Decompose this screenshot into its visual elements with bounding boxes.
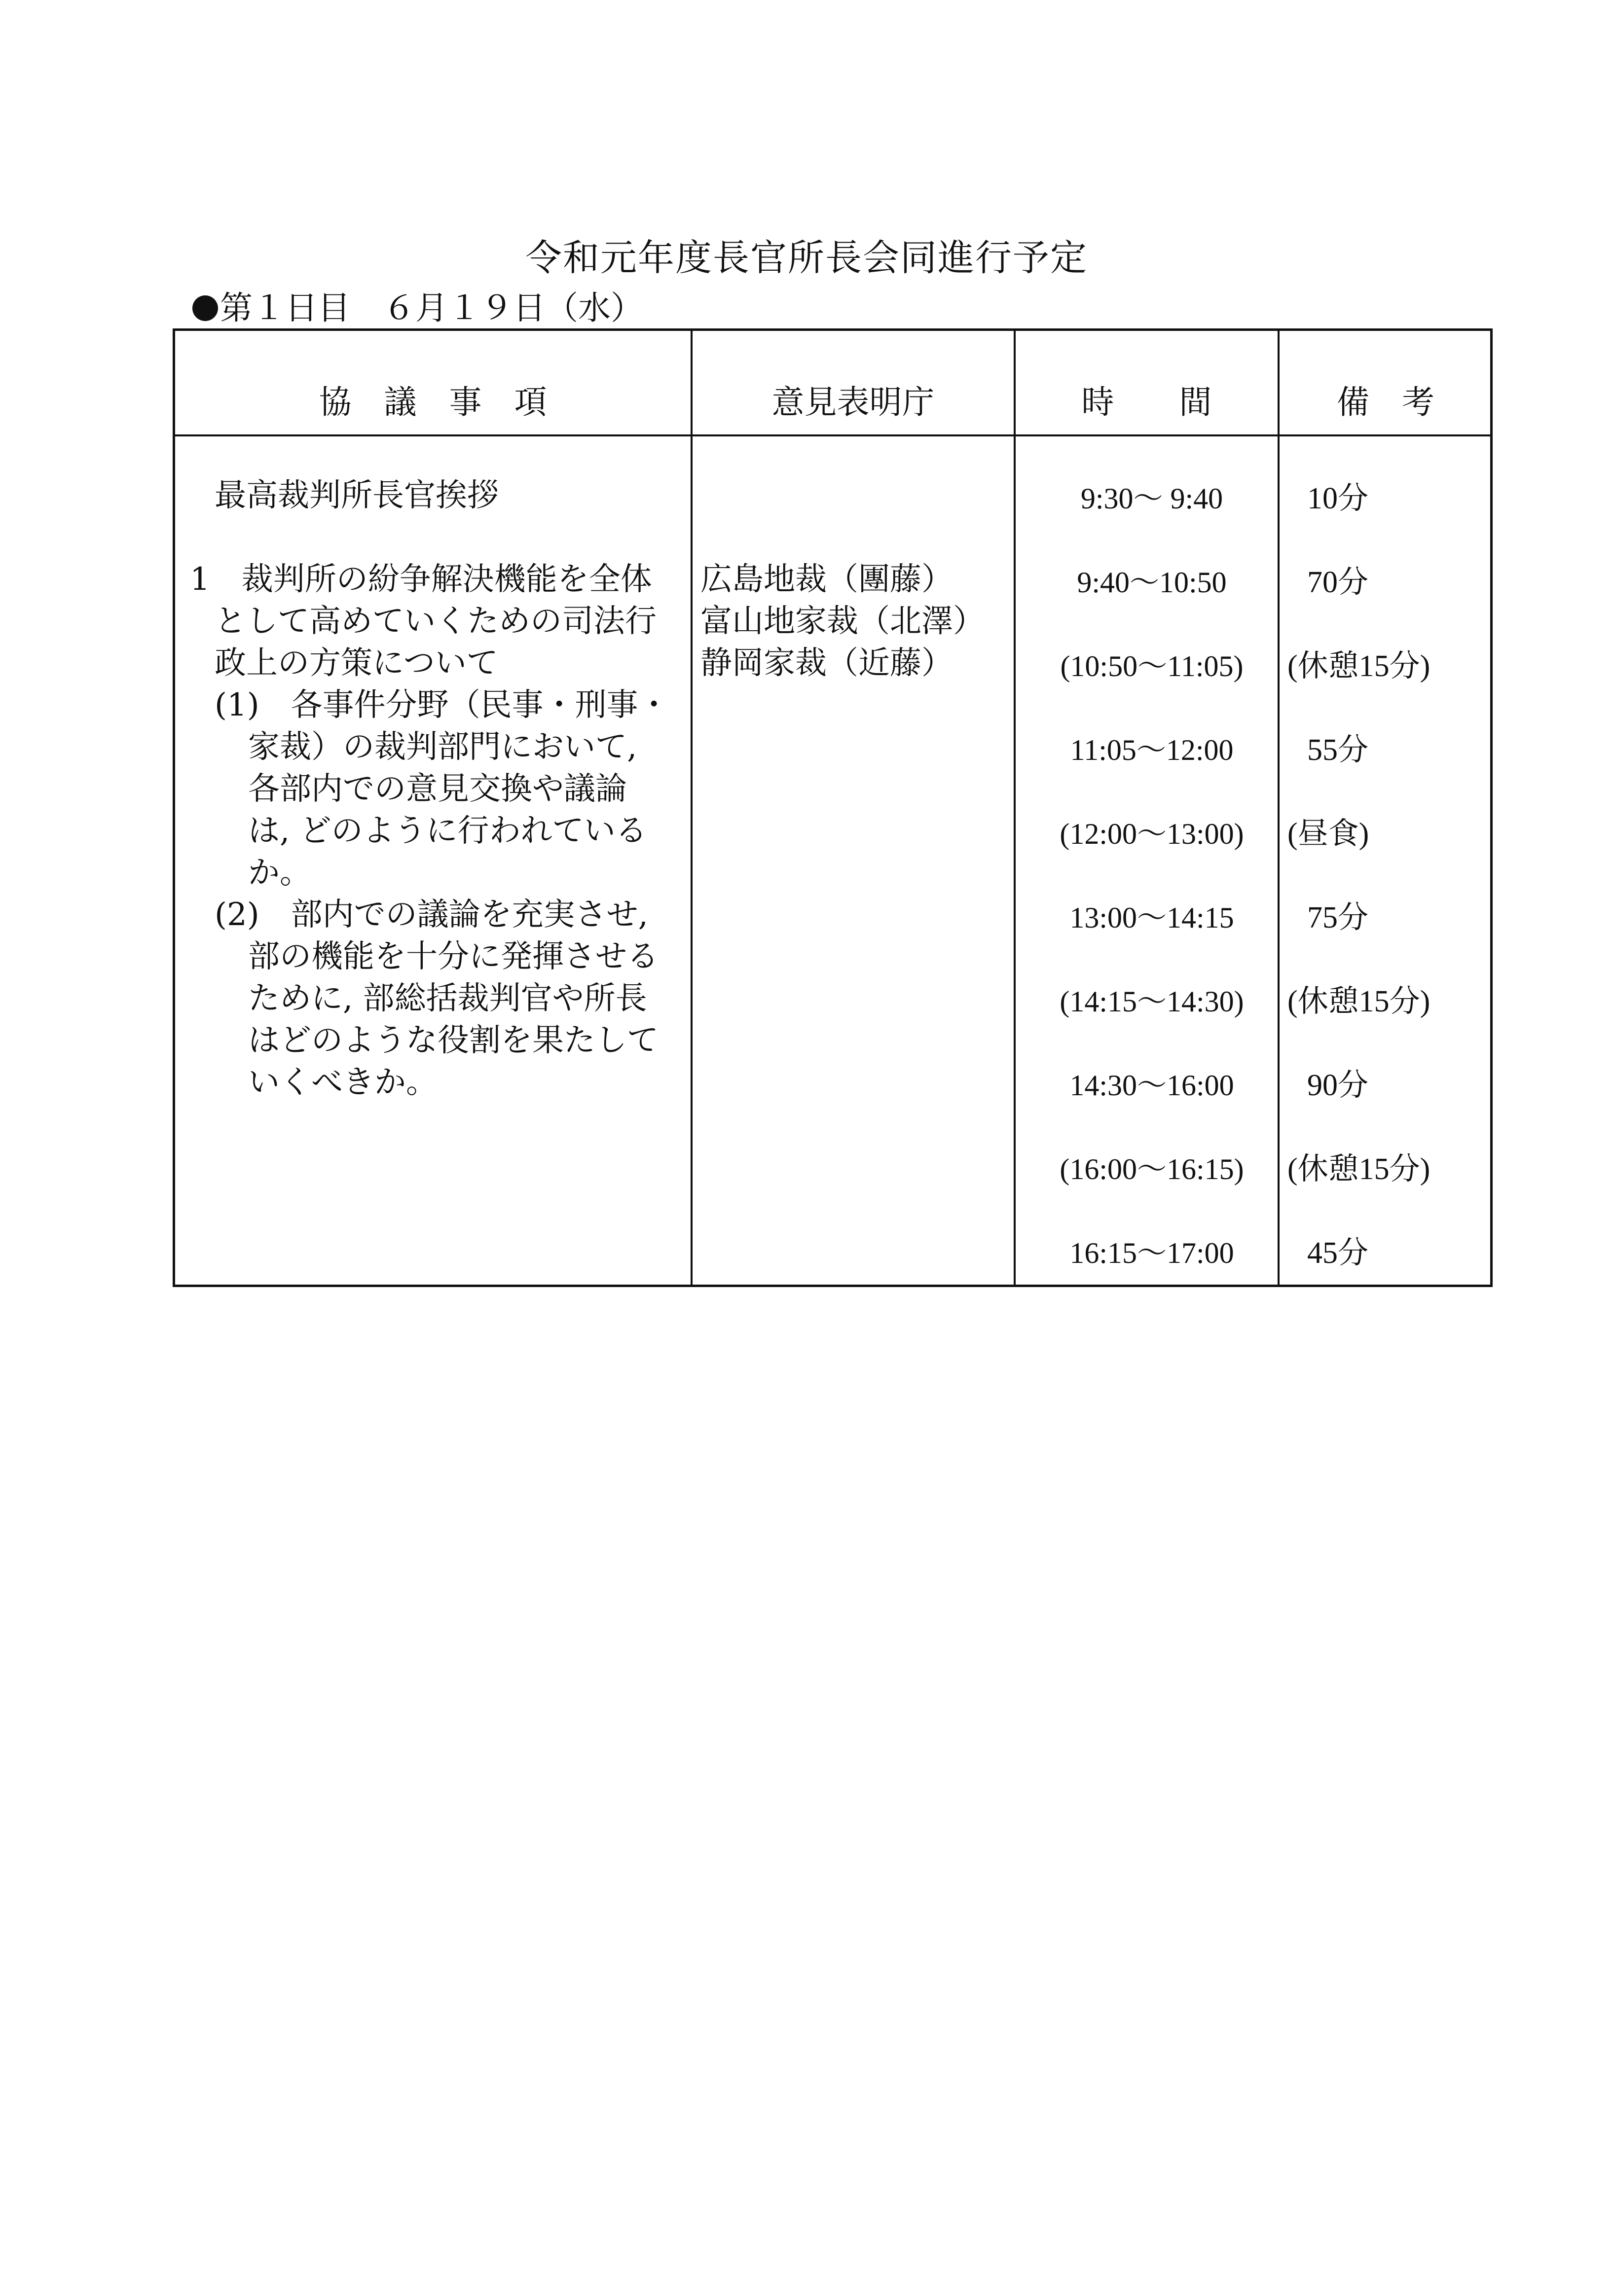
time-slot: (14:15～14:30) bbox=[1060, 985, 1244, 1018]
time-slot: 16:15～17:00 bbox=[1069, 1237, 1234, 1269]
time-slot: 11:05～12:00 bbox=[1070, 734, 1234, 766]
duration-note: 75分 bbox=[1307, 901, 1369, 934]
column-divider bbox=[691, 331, 693, 1285]
topic-line: はどのような役割を果たして bbox=[248, 1022, 659, 1059]
topic-line: ために, 部総括裁判官や所長 bbox=[248, 980, 647, 1017]
duration-note: (休憩15分) bbox=[1287, 649, 1430, 683]
duration-note: 55分 bbox=[1307, 733, 1369, 767]
bullet-icon bbox=[192, 295, 218, 321]
header-office: 意見表明庁 bbox=[771, 383, 935, 421]
duration-note: 90分 bbox=[1307, 1069, 1369, 1102]
column-divider bbox=[1278, 331, 1280, 1285]
duration-note: 10分 bbox=[1307, 482, 1369, 515]
time-slot: (12:00～13:00) bbox=[1060, 818, 1244, 850]
duration-note: 70分 bbox=[1307, 566, 1369, 599]
topic-line: いくべきか。 bbox=[248, 1064, 438, 1101]
duration-note: (昼食) bbox=[1287, 817, 1369, 851]
topic-line: 部の機能を十分に発揮させる bbox=[248, 938, 659, 975]
topic-line: (1) 各事件分野（民事・刑事・ bbox=[215, 687, 670, 723]
header-notes: 備 考 bbox=[1337, 383, 1434, 421]
topic-line: 1 裁判所の紛争解決機能を全体 bbox=[190, 561, 652, 598]
column-divider bbox=[1014, 331, 1016, 1285]
topic-line: 家裁）の裁判部門において, bbox=[248, 729, 637, 765]
day-heading bbox=[192, 288, 643, 328]
topic-line: 政上の方策について bbox=[215, 645, 498, 682]
time-slot: 14:30～16:00 bbox=[1069, 1069, 1234, 1102]
office-entry: 富山地家裁（北澤） bbox=[700, 603, 985, 640]
header-divider bbox=[175, 434, 1490, 436]
time-slot: 9:40～10:50 bbox=[1077, 566, 1227, 599]
topic-line: として高めていくための司法行 bbox=[215, 603, 657, 640]
topic-line: か。 bbox=[248, 855, 311, 891]
office-entry: 広島地裁（團藤） bbox=[700, 561, 953, 598]
duration-note: (休憩15分) bbox=[1287, 985, 1430, 1018]
day-heading-text: 第１日目 ６月１９日（水） bbox=[220, 289, 643, 327]
time-slot: (10:50～11:05) bbox=[1060, 650, 1244, 682]
greeting-item: 最高裁判所長官挨拶 bbox=[215, 477, 499, 514]
header-item: 協 議 事 項 bbox=[319, 383, 547, 421]
topic-line: は, どのように行われている bbox=[248, 813, 647, 849]
office-entry: 静岡家裁（近藤） bbox=[700, 645, 953, 682]
time-slot: 13:00～14:15 bbox=[1069, 901, 1234, 934]
time-slot: 9:30～ 9:40 bbox=[1080, 482, 1223, 515]
time-slot: (16:00～16:15) bbox=[1060, 1153, 1244, 1185]
document-title: 令和元年度長官所長会同進行予定 bbox=[525, 237, 1088, 279]
schedule-table bbox=[173, 328, 1493, 1287]
duration-note: (休憩15分) bbox=[1287, 1152, 1430, 1186]
duration-note: 45分 bbox=[1307, 1236, 1369, 1270]
topic-line: (2) 部内での議論を充実させ, bbox=[215, 897, 648, 933]
header-time: 時 間 bbox=[1081, 383, 1212, 421]
topic-line: 各部内での意見交換や議論 bbox=[248, 771, 627, 807]
